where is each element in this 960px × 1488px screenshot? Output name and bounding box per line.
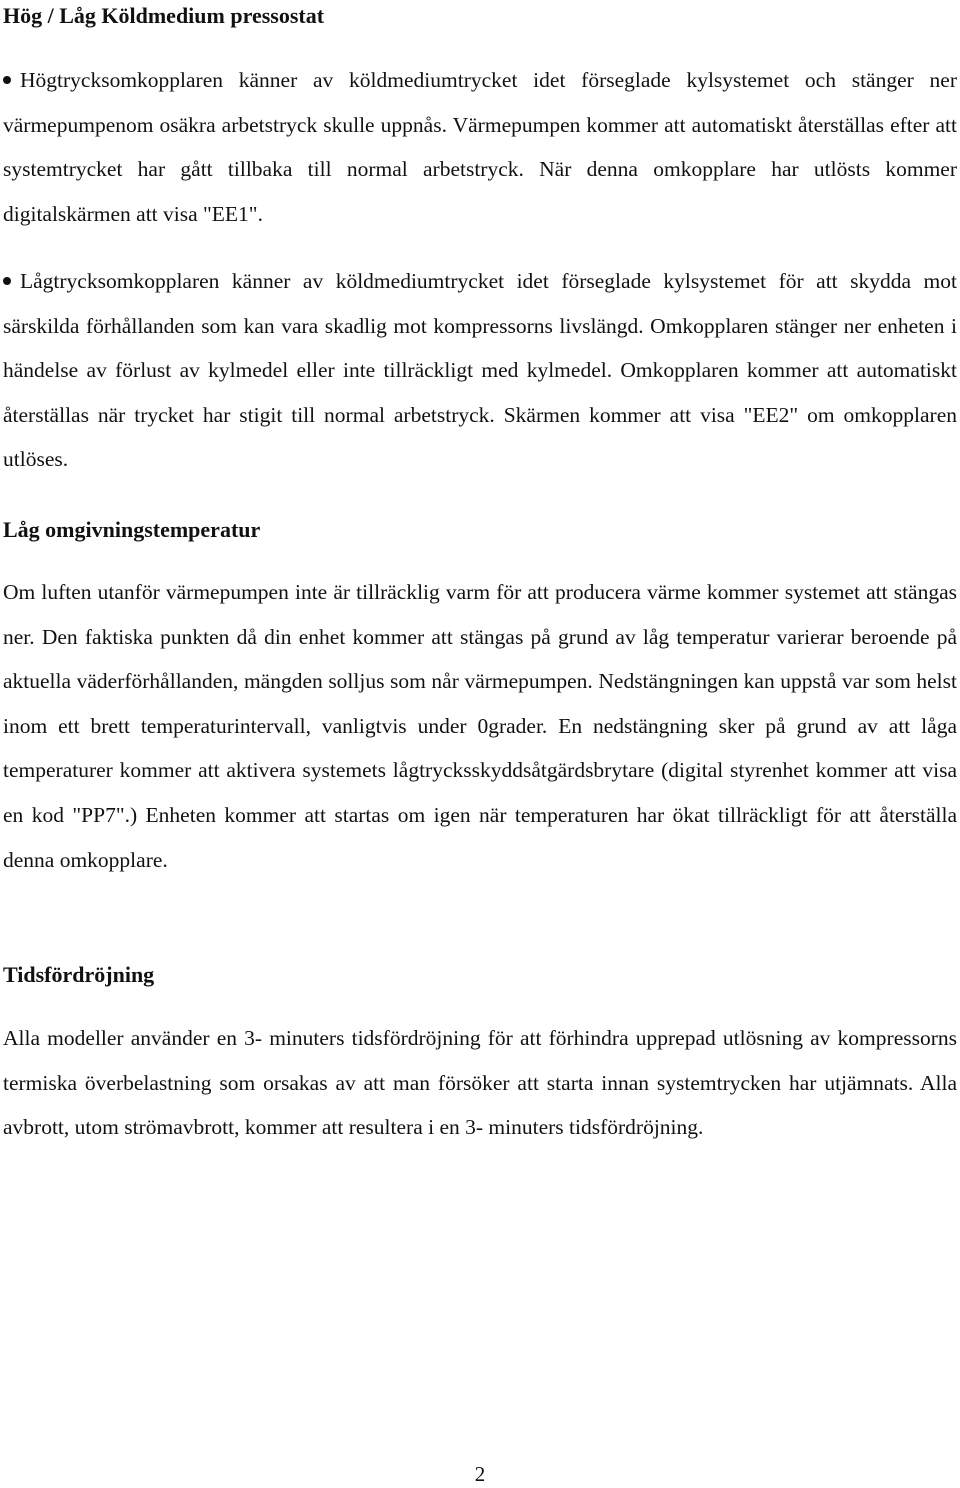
bullet-text: Högtrycksomkopplaren känner av köldmediumtrycket idet förseglade kylsystemet och stänger ner värmepumpenom osäkra arbetstryck skulle uppnås. Värmepumpen kommer att automatiskt återställas efter att systemtrycket har gått tillbaka till normal arbetstryck. När denna omkopplare har utlösts kommer digitalskärmen att visa "EE1". xyxy=(3,68,957,226)
section-heading-ambient-temperature: Låg omgivningstemperatur xyxy=(3,517,261,542)
bullet-text: Lågtrycksomkopplaren känner av köldmediumtrycket idet förseglade kylsystemet för att skydda mot särskilda förhållanden som kan vara skadlig mot kompressorns livslängd. Omkopplaren stänger ner enheten i händelse av förlust av kylmedel eller inte tillräckligt med kylmedel. Omkopplaren kommer att automatiskt återställas när trycket har stigit till normal arbetstryck. Skärmen kommer att visa "EE2" om omkopplaren utlöses. xyxy=(3,269,957,472)
section-heading-time-delay: Tidsfördröjning xyxy=(3,962,155,987)
bullet-item-high-pressure xyxy=(3,58,957,236)
paragraph-time-delay: Alla modeller använder en 3- minuters tidsfördröjning för att förhindra upprepad utlösning av kompressorns termiska överbelastning som orsakas av att man försöker att starta innan systemtrycken har utjämnats. Alla avbrott, utom strömavbrott, kommer att resultera i en 3- minuters tidsfördröjning. xyxy=(3,1026,957,1140)
section-heading-pressostat: Hög / Låg Köldmedium pressostat xyxy=(3,3,325,28)
page-number: 2 xyxy=(474,1462,486,1486)
bullet-icon xyxy=(3,259,20,304)
bullet-icon xyxy=(3,58,20,103)
paragraph-ambient-temperature: Om luften utanför värmepumpen inte är tillräcklig varm för att producera värme kommer systemet att stängas ner. Den faktiska punkten då din enhet kommer att stängas på grund av låg temperatur varierar beroende på aktuella väderförhållanden, mängden solljus som når värmepumpen. Nedstängningen kan uppstå var som helst inom ett brett temperaturintervall, vanligtvis under 0grader. En nedstängning sker på grund av att låga temperaturer kommer att aktivera systemets lågtrycksskyddsåtgärdsbrytare (digital styrenhet kommer att visa en kod "PP7".) Enheten kommer att startas om igen när temperaturen har ökat tillräckligt för att återställa denna omkopplare. xyxy=(3,580,957,872)
bullet-item-low-pressure xyxy=(3,259,957,482)
